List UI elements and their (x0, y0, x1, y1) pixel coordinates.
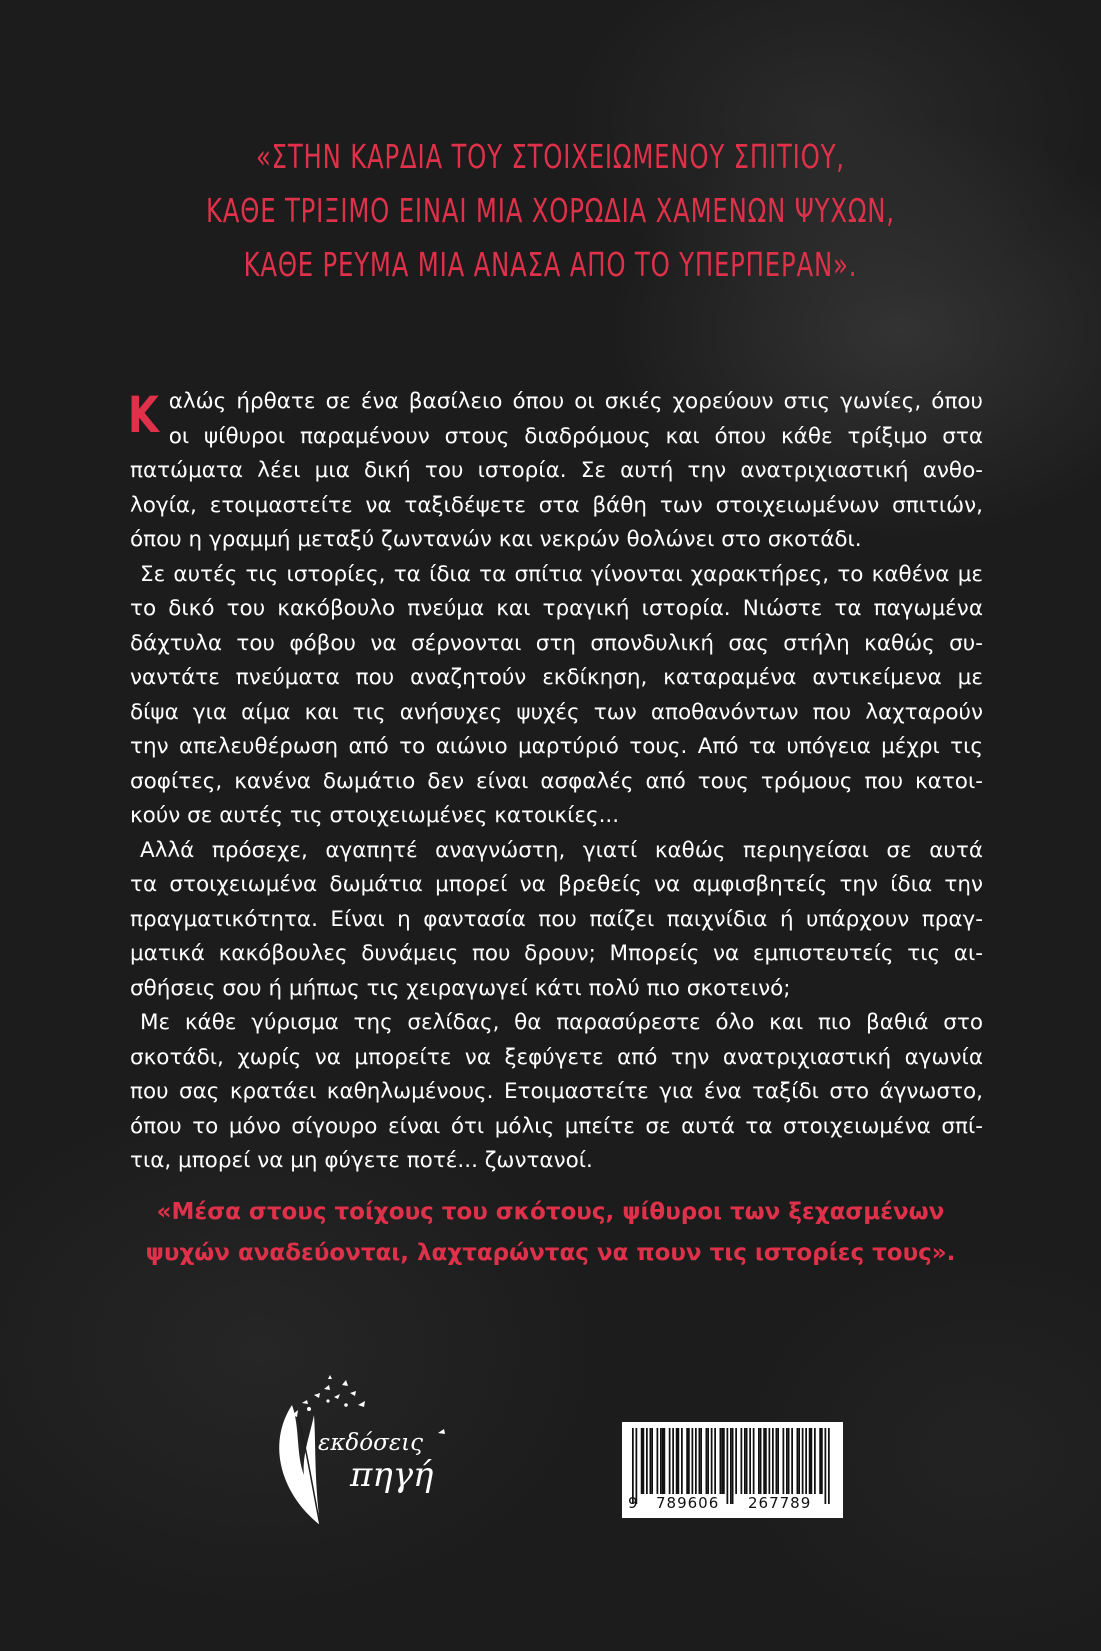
text-line: λογία, ετοιμαστείτε να ταξιδέψετε στα βάθη των στοιχειωμένων σπιτιών, (130, 492, 983, 518)
text-line: που σας κρατάει καθηλωμένους. Ετοιμαστείτε για ένα ταξίδι στο άγνωστο, (130, 1079, 983, 1104)
isbn-digit-group-2: 267789 (748, 1494, 812, 1512)
text-line: σθήσεις σου ή μήπως τις χειραγωγεί κάτι πολύ πιο σκοτεινό; (130, 975, 791, 1001)
blurb-paragraph-4 (130, 1006, 983, 1179)
text-line: Σε αυτές τις ιστορίες, τα ίδια τα σπίτια γίνονται χαρακτήρες, το καθένα με (140, 561, 983, 587)
text-line: δάχτυλα του φόβου να σέρνονται στη σπονδυλική σας στήλη καθώς συ- (130, 630, 983, 656)
text-line: σκοτάδι, χωρίς να μπορείτε να ξεφύγετε από την ανατριχιαστική αγωνία (130, 1044, 983, 1070)
text-line: την απελευθέρωση από το αιώνιο μαρτύριό τους. Από τα υπόγεια μέχρι τις (130, 734, 983, 759)
text-line: όπου η γραμμή μεταξύ ζωντανών και νεκρών θολώνει στο σκοτάδι. (130, 527, 862, 552)
publisher-name-line1: εκδόσεις (318, 1430, 424, 1456)
bottom-quote-line: ψυχών αναδεύονται, λαχταρώντας να πουν τις ιστορίες τους». (145, 1240, 956, 1266)
blurb-text (127, 385, 983, 1179)
text-line: Αλλά πρόσεχε, αγαπητέ αναγνώστη, γιατί καθώς περιηγείσαι σε αυτά (140, 837, 983, 863)
text-line: τια, μπορεί να μη φύγετε ποτέ... ζωντανοί. (130, 1148, 593, 1173)
top-quote-line: ΚΑΘΕ ΡΕΥΜΑ ΜΙΑ ΑΝΑΣΑ ΑΠΟ ΤΟ ΥΠΕΡΠΕΡΑΝ». (243, 245, 858, 284)
blurb-paragraph-3 (130, 834, 983, 1007)
text-line: κούν σε αυτές τις στοιχειωμένες κατοικίες... (130, 803, 620, 828)
text-line: οι ψίθυροι παραμένουν στους διαδρόμους και όπου κάθε τρίξιμο στα (168, 423, 983, 449)
text-line: δίψα για αίμα και τις ανήσυχες ψυχές των αποθανόντων που λαχταρούν (130, 699, 983, 725)
top-quote-line: «ΣΤΗΝ ΚΑΡΔΙΑ ΤΟΥ ΣΤΟΙΧΕΙΩΜΕΝΟΥ ΣΠΙΤΙΟΥ, (255, 137, 845, 176)
text-line: ναντάτε πνεύματα που αναζητούν εκδίκηση, καταραμένα αντικείμενα με (130, 665, 983, 690)
text-line: αλώς ήρθατε σε ένα βασίλειο όπου οι σκιές χορεύουν στις γωνίες, όπου (168, 389, 983, 414)
text-line: Με κάθε γύρισμα της σελίδας, θα παρασύρεστε όλο και πιο βαθιά στο (140, 1010, 983, 1035)
isbn-digit-prefix: 9 (628, 1494, 638, 1512)
text-line: ματικά κακόβουλες δυνάμεις που δρουν; Μπορείς να εμπιστευτείς τις αι- (130, 941, 983, 966)
text-line: πατώματα λέει μια δική του ιστορία. Σε αυτή την ανατριχιαστική ανθο- (130, 458, 983, 483)
text-line: τα στοιχειωμένα δωμάτια μπορεί να βρεθείς να αμφισβητείς την ίδια την (130, 872, 983, 897)
publisher-name-line2: πηγή (350, 1455, 434, 1495)
blurb-paragraph-1 (127, 385, 983, 558)
text-line: πραγματικότητα. Είναι η φαντασία που παίζει παιχνίδια ή υπάρχουν πραγ- (130, 906, 983, 932)
text-line: όπου το μόνο σίγουρο είναι ότι μόλις μπείτε σε αυτά τα στοιχειωμένα σπί- (130, 1113, 983, 1139)
bottom-quote (0, 1192, 1101, 1274)
text-line: το δικό του κακόβουλο πνεύμα και τραγική ιστορία. Νιώστε τα παγωμένα (130, 596, 983, 621)
isbn-digit-group-1: 789606 (656, 1494, 720, 1512)
bottom-quote-line: «Μέσα στους τοίχους του σκότους, ψίθυροι των ξεχασμένων (156, 1199, 945, 1225)
top-quote (99, 130, 1002, 292)
top-quote-line: ΚΑΘΕ ΤΡΙΞΙΜΟ ΕΙΝΑΙ ΜΙΑ ΧΟΡΩΔΙΑ ΧΑΜΕΝΩΝ ΨΥΧΩΝ, (205, 191, 895, 230)
drop-cap: Κ (127, 386, 159, 444)
text-line: σοφίτες, κανένα δωμάτιο δεν είναι ασφαλές από τους τρόμους που κατοι- (130, 768, 983, 794)
blurb-paragraph-2 (130, 558, 983, 834)
